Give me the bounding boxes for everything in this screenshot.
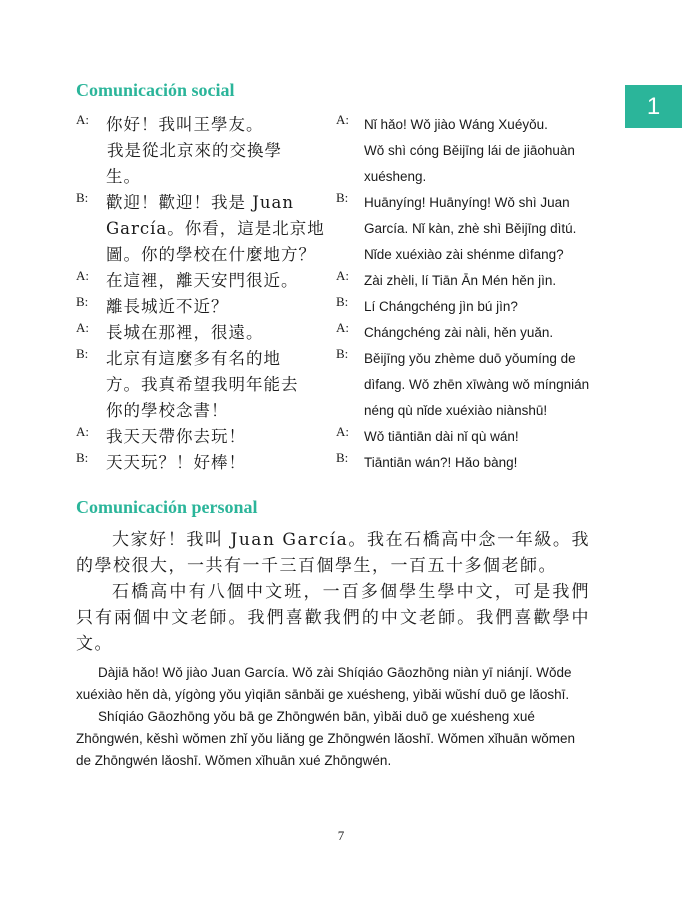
pinyin-line: Lí Chángchéng jìn bú jìn?	[364, 299, 518, 314]
pinyin-text	[364, 190, 614, 268]
pinyin-line: Tiāntiān wán?! Hǎo bàng!	[364, 455, 518, 470]
pinyin-text	[364, 268, 614, 294]
pinyin-line: Nǐ hǎo! Wǒ jiào Wáng Xuéyǒu.	[364, 117, 548, 132]
pinyin-paragraph: Dàjiā hǎo! Wǒ jiào Juan García. Wǒ zài Shíqiáo Gāozhōng niàn yī niánjí. Wǒde xuéxiào hěn dà, yígòng yǒu yìqiān sānbǎi ge xuésheng, yìbǎi wǔshí duō ge lǎoshī.	[76, 665, 572, 702]
dialogue-line	[76, 268, 606, 294]
chinese-text	[106, 424, 336, 450]
pinyin-text	[364, 424, 614, 450]
speaker-label: B:	[76, 294, 89, 309]
chinese-line: 北京有這麼多有名的地	[106, 349, 281, 368]
chinese-line: 我天天帶你去玩！	[106, 427, 246, 446]
chinese-text	[106, 294, 336, 320]
dialogue-line	[76, 112, 606, 190]
speaker-label: B:	[336, 346, 349, 361]
chapter-number-tab: 1	[625, 85, 682, 128]
pinyin-text	[364, 450, 614, 476]
chinese-line: 長城在那裡，很遠。	[106, 323, 264, 342]
page-number: 7	[337, 828, 345, 843]
chinese-line: 在這裡，離天安門很近。	[106, 271, 299, 290]
speaker-label: B:	[336, 450, 349, 465]
chinese-text	[106, 320, 336, 346]
pinyin-line: Wǒ shì cóng Běijīng lái de jiāohuàn	[364, 143, 575, 158]
speaker-label: A:	[76, 320, 89, 335]
pinyin-line: Huānyíng! Huānyíng! Wǒ shì Juan	[364, 195, 570, 210]
personal-pinyin-text	[76, 662, 590, 772]
dialogue-line	[76, 346, 606, 424]
pinyin-line: Zài zhèli, lí Tiān Ān Mén hěn jìn.	[364, 273, 557, 288]
pinyin-text	[364, 294, 614, 320]
chinese-text	[106, 268, 336, 294]
chinese-line: 生。	[106, 167, 141, 186]
speaker-label: B:	[76, 450, 89, 465]
pinyin-text	[364, 320, 614, 346]
pinyin-text	[364, 112, 614, 190]
speaker-label: A:	[76, 268, 89, 283]
pinyin-line: Běijīng yǒu zhème duō yǒumíng de	[364, 351, 576, 366]
speaker-label: B:	[336, 294, 349, 309]
chinese-line: 天天玩？！好棒！	[106, 453, 246, 472]
chinese-line: 你好！我叫王學友。	[106, 115, 264, 134]
pinyin-line: Chángchéng zài nàli, hěn yuǎn.	[364, 325, 554, 340]
social-heading: Comunicación social	[76, 80, 235, 100]
pinyin-line: dìfang. Wǒ zhēn xīwàng wǒ míngnián	[364, 377, 590, 392]
speaker-label: B:	[76, 190, 89, 205]
speaker-label: A:	[76, 424, 89, 439]
chinese-paragraph: 石橋高中有八個中文班，一百多個學生學中文，可是我們只有兩個中文老師。我們喜歡我們的中文老師。我們喜歡學中文。	[76, 582, 590, 654]
chinese-text	[106, 450, 336, 476]
chinese-line: 方。我真希望我明年能去	[106, 375, 299, 394]
dialogue-line	[76, 190, 606, 268]
speaker-label: B:	[76, 346, 89, 361]
chinese-line: 歡迎！歡迎！我是 Juan	[106, 193, 294, 212]
speaker-label: A:	[336, 268, 349, 283]
speaker-label: A:	[76, 112, 89, 127]
pinyin-line: xuésheng.	[364, 169, 427, 184]
chinese-text	[106, 112, 336, 190]
personal-chinese-text	[76, 527, 590, 657]
chinese-line: García。你看，這是北京地	[106, 219, 325, 238]
pinyin-line: Wǒ tiāntiān dài nǐ qù wán!	[364, 429, 519, 444]
pinyin-line: néng qù nǐde xuéxiào niànshū!	[364, 403, 548, 418]
chinese-paragraph: 大家好！我叫 Juan García。我在石橋高中念一年級。我的學校很大，一共有一千三百個學生，一百五十多個老師。	[76, 530, 590, 576]
chinese-line: 圖。你的學校在什麼地方？	[106, 245, 316, 264]
chinese-text	[106, 346, 336, 424]
dialogue-line	[76, 450, 606, 476]
chinese-line: 離長城近不近？	[106, 297, 229, 316]
dialogue-line	[76, 424, 606, 450]
pinyin-paragraph: Shíqiáo Gāozhōng yǒu bā ge Zhōngwén bān, yìbǎi duō ge xuésheng xué Zhōngwén, kěshì wǒmen zhǐ yǒu liǎng ge Zhōngwén lǎoshī. Wǒmen xǐhuān wǒmen de Zhōngwén lǎoshī. Wǒmen xǐhuān xué Zhōngwén.	[76, 709, 576, 768]
speaker-label: A:	[336, 320, 349, 335]
dialogue-line	[76, 320, 606, 346]
social-dialogue	[76, 112, 606, 476]
speaker-label: B:	[336, 190, 349, 205]
speaker-label: A:	[336, 424, 349, 439]
dialogue-line	[76, 294, 606, 320]
chinese-line: 我是從北京來的交換學	[107, 141, 282, 160]
speaker-label: A:	[336, 112, 349, 127]
pinyin-line: Nǐde xuéxiào zài shénme dìfang?	[364, 247, 564, 262]
personal-heading: Comunicación personal	[76, 497, 258, 517]
chinese-line: 你的學校念書！	[106, 401, 229, 420]
pinyin-text	[364, 346, 614, 424]
pinyin-line: García. Nǐ kàn, zhè shì Běijīng dìtú.	[364, 221, 577, 236]
chinese-text	[106, 190, 336, 268]
